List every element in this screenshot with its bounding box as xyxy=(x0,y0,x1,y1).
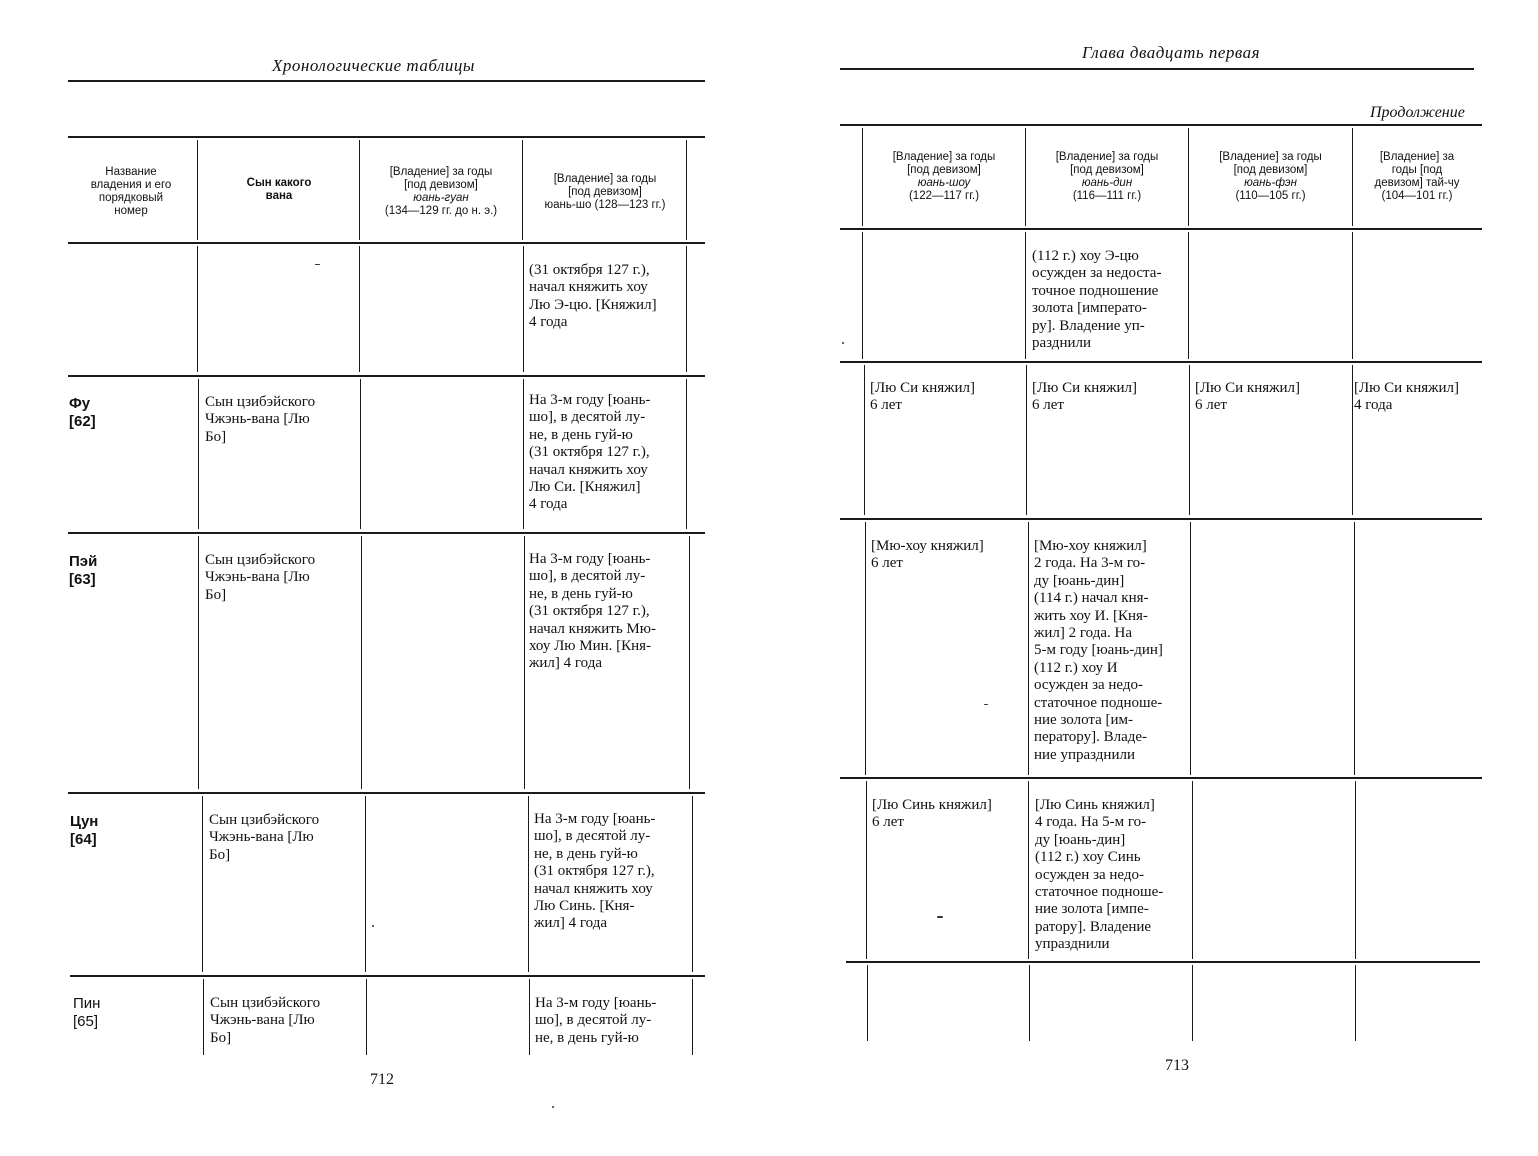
cell-line: хоу Лю Мин. [Кня- xyxy=(529,638,652,655)
cell-line: [Лю Си княжил] xyxy=(1354,380,1459,396)
cell-line: 6 лет xyxy=(872,814,904,831)
domain-number: [64] xyxy=(70,831,97,848)
cell-line: (112 г.) хоу Синь xyxy=(1035,849,1141,866)
cell-line: Сын цзибэйского xyxy=(210,995,321,1011)
left-header-son-of xyxy=(200,177,358,203)
right-header-yuan-ding xyxy=(1027,151,1187,203)
left-col-divider-4 xyxy=(686,140,687,240)
left-col-divider-4 xyxy=(692,796,693,972)
right-col-divider-1 xyxy=(1026,365,1027,515)
left-col-divider-4 xyxy=(692,979,693,1055)
right-col-divider-3 xyxy=(1354,522,1355,775)
right-row1-col2 xyxy=(1032,380,1188,415)
left-row-rule-1 xyxy=(68,375,705,377)
right-running-head: Глава двадцать первая xyxy=(1082,43,1261,62)
right-header-bottom-rule xyxy=(840,228,1482,230)
left-col-divider-3 xyxy=(522,140,523,240)
right-col-divider-0 xyxy=(867,965,868,1041)
cell-line: осужден за недо- xyxy=(1034,677,1144,694)
right-row-rule-1 xyxy=(840,361,1482,363)
left-row4-col4 xyxy=(535,995,690,1047)
right-col-divider-1 xyxy=(1028,522,1029,775)
left-col-divider-3 xyxy=(528,796,529,972)
right-col-divider-3 xyxy=(1352,365,1353,515)
header-line: Название xyxy=(105,166,157,178)
cell-line: 4 года xyxy=(529,314,568,331)
left-row4-son-of xyxy=(210,995,365,1047)
right-row3-col1 xyxy=(872,797,1027,832)
right-col-divider-2 xyxy=(1188,232,1189,359)
cell-line: шо], в десятой лу- xyxy=(529,568,646,585)
cell-line: разднили xyxy=(1032,335,1092,352)
left-col-divider-3 xyxy=(529,979,530,1055)
left-row3-son-of xyxy=(209,812,364,864)
cell-line: (31 октября 127 г.), xyxy=(534,863,655,880)
left-col-divider-3 xyxy=(523,379,524,529)
cell-line: 5-м году [юань-дин] xyxy=(1034,642,1163,659)
domain-number: [65] xyxy=(73,1013,99,1030)
header-line: [Владение] за xyxy=(1379,151,1455,163)
left-col-divider-3 xyxy=(524,536,525,789)
cell-line: начал княжить хоу xyxy=(529,279,648,296)
cell-line: 2 года. На 3-м го- xyxy=(1034,555,1146,572)
left-row2-name xyxy=(69,553,97,589)
cell-line: осужден за недоста- xyxy=(1032,265,1162,282)
left-col-divider-2 xyxy=(366,979,367,1055)
cell-line: [Мю-хоу княжил] xyxy=(1034,538,1147,554)
right-row-rule-2 xyxy=(840,518,1482,520)
left-head-rule xyxy=(68,80,705,82)
right-col-divider-3 xyxy=(1352,128,1353,226)
right-row-rule-3 xyxy=(840,777,1482,779)
cell-line: На 3-м году [юань- xyxy=(535,995,657,1011)
header-line: [Владение] за годы xyxy=(553,173,657,185)
cell-line: Сын цзибэйского xyxy=(209,812,320,828)
left-row2-col4 xyxy=(529,551,687,673)
right-row-rule-4 xyxy=(846,961,1480,963)
cell-line: 6 лет xyxy=(871,555,903,572)
cell-line: упразднили xyxy=(1035,936,1110,953)
left-col-divider-2 xyxy=(359,140,360,240)
cell-line: Чжэнь-вана [Лю xyxy=(210,1012,315,1029)
cell-line: [Лю Си княжил] xyxy=(1032,380,1137,396)
right-row1-col1 xyxy=(870,380,1024,415)
header-line: [Владение] за годы xyxy=(389,166,493,178)
cell-line: (112 г.) хоу Э-цю xyxy=(1032,248,1139,264)
domain-name: Пэй xyxy=(69,553,98,570)
cell-line: начал княжить хоу xyxy=(529,461,648,478)
header-line: [под девизом] xyxy=(1070,164,1144,176)
left-col-divider-1 xyxy=(197,140,198,240)
cell-line: шо], в десятой лу- xyxy=(529,409,646,426)
continuation-label: Продолжение xyxy=(1370,104,1465,121)
right-page-number: 713 xyxy=(1165,1057,1189,1074)
cell-line: не, в день гуй-ю xyxy=(529,426,633,443)
cell-line: (31 октября 127 г.), xyxy=(529,603,650,620)
cell-line: ду [юань-дин] xyxy=(1034,572,1125,589)
right-col-divider-1 xyxy=(1029,965,1030,1041)
left-row1-col4 xyxy=(529,392,684,514)
cell-line: ние золота [импе- xyxy=(1035,901,1149,918)
cell-line: не, в день гуй-ю xyxy=(529,585,633,602)
left-col-divider-4 xyxy=(686,246,687,372)
left-col-divider-1 xyxy=(203,979,204,1055)
left-header-yuan-guang xyxy=(362,166,520,218)
cell-line: Чжэнь-вана [Лю xyxy=(209,829,314,846)
cell-line: 4 года xyxy=(529,496,568,513)
left-row1-son-of xyxy=(205,394,358,446)
header-line: (110—105 гг.) xyxy=(1235,190,1306,202)
cell-line: ру]. Владение уп- xyxy=(1032,317,1145,334)
domain-name: Пин xyxy=(73,995,101,1012)
cell-line: Сын цзибэйского xyxy=(205,394,316,410)
header-line: [под девизом] xyxy=(907,164,981,176)
header-line: [Владение] за годы xyxy=(1219,151,1322,163)
right-col-divider-3 xyxy=(1355,965,1356,1041)
left-row4-name xyxy=(73,995,100,1031)
cell-line: жил] 2 года. На xyxy=(1034,625,1132,642)
header-line: вана xyxy=(265,190,293,202)
cell-line: Чжэнь-вана [Лю xyxy=(205,569,310,586)
left-col-divider-3 xyxy=(523,246,524,372)
print-speck xyxy=(552,1106,554,1108)
left-running-head: Хронологические таблицы xyxy=(272,56,475,75)
right-col-divider-3 xyxy=(1352,232,1353,359)
header-line: (116—111 гг.) xyxy=(1072,190,1142,202)
header-line: владения и его xyxy=(90,179,172,191)
domain-name: Цун xyxy=(70,813,99,830)
cell-line: (114 г.) начал кня- xyxy=(1034,590,1149,607)
header-line: номер xyxy=(114,205,148,217)
header-line: девизом] тай-чу xyxy=(1374,177,1460,189)
left-col-divider-2 xyxy=(360,379,361,529)
left-row3-name xyxy=(70,813,98,849)
cell-line: На 3-м году [юань- xyxy=(534,811,656,827)
cell-line: начал княжить хоу xyxy=(534,880,653,897)
right-row2-col1 xyxy=(871,538,1026,573)
cell-line: шо], в десятой лу- xyxy=(535,1012,652,1029)
cell-line: Чжэнь-вана [Лю xyxy=(205,411,310,428)
header-line: юань-дин xyxy=(1081,177,1133,189)
cell-line: 6 лет xyxy=(1195,397,1227,414)
cell-line: точное подношение xyxy=(1032,282,1159,299)
cell-line: 6 лет xyxy=(1032,397,1064,414)
header-line: [под девизом] xyxy=(568,186,642,198)
left-col-divider-1 xyxy=(198,536,199,789)
cell-line: Лю Синь. [Кня- xyxy=(534,898,635,915)
left-table-top-rule xyxy=(68,136,705,138)
right-row0-col2 xyxy=(1032,248,1187,352)
cell-line: ние упразднили xyxy=(1034,746,1136,763)
header-line: юань-гуан xyxy=(413,192,469,204)
cell-line: Бо] xyxy=(210,1029,232,1046)
print-speck xyxy=(315,264,320,265)
cell-line: шо], в десятой лу- xyxy=(534,828,651,845)
cell-line: начал княжить Мю- xyxy=(529,620,656,637)
cell-line: (31 октября 127 г.), xyxy=(529,262,650,278)
header-line: юань-шо (128—123 гг.) xyxy=(544,199,666,211)
print-speck xyxy=(842,342,844,344)
cell-line: На 3-м году [юань- xyxy=(529,392,651,408)
right-col-divider-2 xyxy=(1192,781,1193,959)
print-speck xyxy=(937,916,943,918)
header-line: юань-фэн xyxy=(1244,177,1297,189)
header-line: [под девизом] xyxy=(1233,164,1308,176)
left-col-divider-4 xyxy=(686,379,687,529)
left-col-divider-4 xyxy=(689,536,690,789)
cell-line: Сын цзибэйского xyxy=(205,552,316,568)
right-col-divider-0 xyxy=(865,522,866,775)
right-header-yuan-shou xyxy=(864,151,1024,203)
right-row3-col2 xyxy=(1035,797,1191,954)
cell-line: жить хоу И. [Кня- xyxy=(1034,607,1148,624)
cell-line: Бо] xyxy=(205,428,227,445)
right-col-divider-0 xyxy=(862,232,863,359)
cell-line: [Мю-хоу княжил] xyxy=(871,538,984,554)
cell-line: Лю Си. [Княжил] xyxy=(529,479,641,496)
right-col-divider-2 xyxy=(1190,522,1191,775)
header-line: (122—117 гг.) xyxy=(908,190,980,202)
header-line: [Владение] за годы xyxy=(892,151,996,163)
right-col-divider-0 xyxy=(862,128,863,226)
right-col-divider-1 xyxy=(1025,128,1026,226)
cell-line: 6 лет xyxy=(870,397,902,414)
cell-line: осужден за недо- xyxy=(1035,866,1145,883)
print-speck xyxy=(984,704,988,705)
left-row0-col4 xyxy=(529,262,684,332)
cell-line: 4 года. На 5-м го- xyxy=(1035,814,1147,831)
right-col-divider-0 xyxy=(864,365,865,515)
right-col-divider-0 xyxy=(866,781,867,959)
right-table-top-rule xyxy=(840,124,1482,126)
cell-line: статочное подноше- xyxy=(1035,884,1164,901)
cell-line: не, в день гуй-ю xyxy=(534,845,638,862)
cell-line: [Лю Синь княжил] xyxy=(1035,797,1155,813)
cell-line: [Лю Си княжил] xyxy=(1195,380,1300,396)
cell-line: жил] 4 года xyxy=(529,655,603,672)
left-row3-col4 xyxy=(534,811,690,933)
right-col-divider-2 xyxy=(1188,128,1189,226)
domain-number: [63] xyxy=(69,571,96,588)
header-line: (104—101 гг.) xyxy=(1381,190,1453,202)
left-col-divider-2 xyxy=(365,796,366,972)
right-col-divider-1 xyxy=(1028,781,1029,959)
cell-line: (31 октября 127 г.), xyxy=(529,444,650,461)
cell-line: (112 г.) хоу И xyxy=(1034,659,1118,676)
domain-number: [62] xyxy=(69,413,96,430)
cell-line: золота [императо- xyxy=(1032,300,1147,317)
right-header-yuan-feng xyxy=(1190,151,1351,203)
right-head-rule xyxy=(840,68,1474,70)
left-col-divider-1 xyxy=(202,796,203,972)
header-line: Сын какого xyxy=(246,177,312,189)
right-header-tai-chu xyxy=(1354,151,1480,203)
cell-line: жил] 4 года xyxy=(534,915,608,932)
left-header-bottom-rule xyxy=(68,242,705,244)
cell-line: Лю Э-цю. [Княжил] xyxy=(529,296,657,313)
right-col-divider-2 xyxy=(1189,365,1190,515)
header-line: [под девизом] xyxy=(404,179,478,191)
left-row-rule-3 xyxy=(68,792,705,794)
header-line: годы [под xyxy=(1391,164,1443,176)
cell-line: На 3-м году [юань- xyxy=(529,551,651,567)
cell-line: статочное подноше- xyxy=(1034,694,1163,711)
left-page-number: 712 xyxy=(370,1071,394,1088)
left-row-rule-4 xyxy=(70,975,705,977)
print-speck xyxy=(372,925,374,927)
header-line: юань-шоу xyxy=(917,177,971,189)
left-col-divider-2 xyxy=(359,246,360,372)
right-col-divider-3 xyxy=(1355,781,1356,959)
cell-line: ние золота [им- xyxy=(1034,712,1134,729)
right-row1-col3 xyxy=(1195,380,1351,415)
cell-line: Бо] xyxy=(205,586,227,603)
left-col-divider-2 xyxy=(361,536,362,789)
left-header-yuan-shuo xyxy=(524,173,686,212)
left-col-divider-1 xyxy=(197,246,198,372)
right-row2-col2 xyxy=(1034,538,1189,764)
cell-line: ператору]. Владе- xyxy=(1034,729,1148,746)
left-col-divider-1 xyxy=(198,379,199,529)
domain-name: Фу xyxy=(69,395,91,412)
cell-line: ратору]. Владение xyxy=(1035,918,1152,935)
right-col-divider-2 xyxy=(1192,965,1193,1041)
cell-line: 4 года xyxy=(1354,397,1393,414)
left-header-name-number xyxy=(70,166,192,218)
left-row2-son-of xyxy=(205,552,359,604)
header-line: (134—129 гг. до н. э.) xyxy=(384,205,498,217)
left-row-rule-2 xyxy=(68,532,705,534)
header-line: порядковый xyxy=(98,192,164,204)
cell-line: не, в день гуй-ю xyxy=(535,1029,639,1046)
header-line: [Владение] за годы xyxy=(1055,151,1159,163)
right-col-divider-1 xyxy=(1025,232,1026,359)
cell-line: [Лю Синь княжил] xyxy=(872,797,992,813)
right-row1-col4 xyxy=(1354,380,1482,415)
cell-line: ду [юань-дин] xyxy=(1035,831,1126,848)
cell-line: Бо] xyxy=(209,846,231,863)
cell-line: [Лю Си княжил] xyxy=(870,380,975,396)
left-row1-name xyxy=(69,395,96,431)
